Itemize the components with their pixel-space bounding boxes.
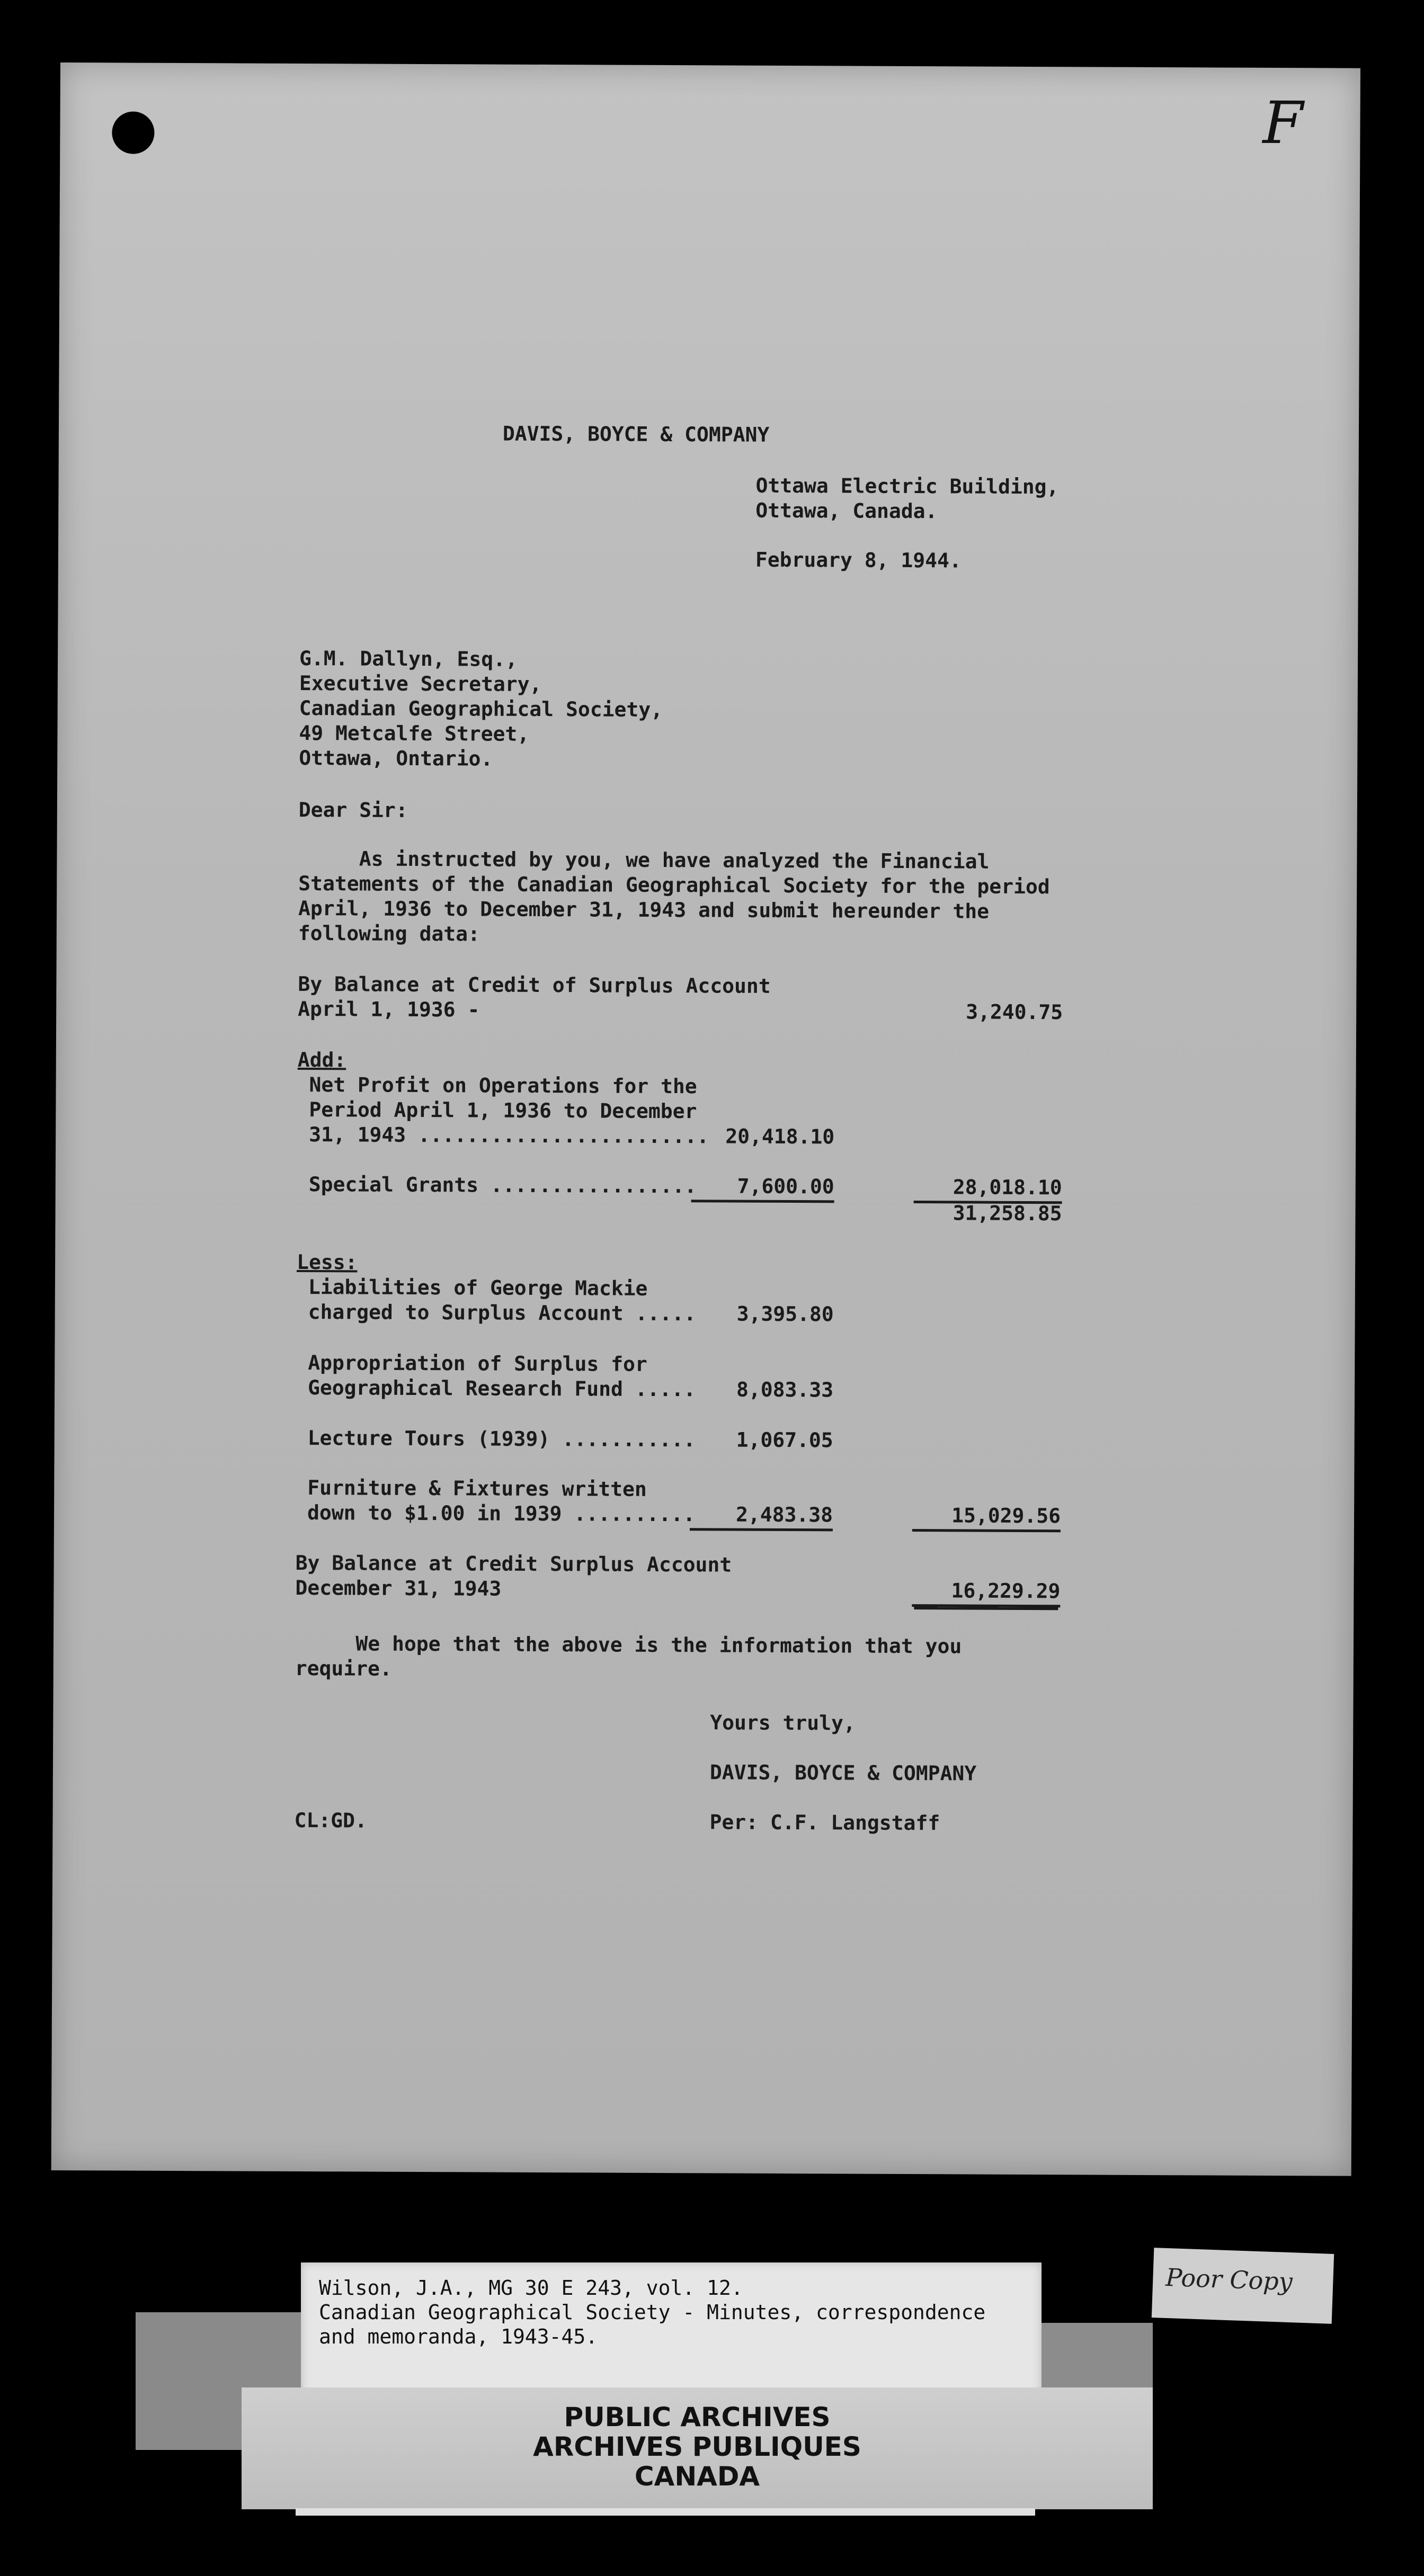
archive-slip-line: Wilson, J.A., MG 30 E 243, vol. 12. <box>319 2276 743 2300</box>
salutation: Dear Sir: <box>298 798 408 822</box>
less-item-line: down to $1.00 in 1939 .......... <box>307 1501 696 1526</box>
recipient-line: Executive Secretary, <box>299 671 542 696</box>
archive-slip-line: and memoranda, 1943-45. <box>319 2325 598 2348</box>
less-item-line: charged to Surplus Account ..... <box>308 1300 696 1326</box>
opening-balance-date: April 1, 1936 - <box>298 997 480 1022</box>
less-item-line: Furniture & Fixtures written <box>307 1476 647 1501</box>
letter-date: February 8, 1944. <box>755 548 962 573</box>
less-total-amount: 15,029.56 <box>912 1503 1061 1532</box>
punch-hole <box>112 111 154 154</box>
net-profit-amount: 20,418.10 <box>725 1124 835 1149</box>
less-item-line: Lecture Tours (1939) ........... <box>307 1426 696 1452</box>
net-profit-line: Period April 1, 1936 to December <box>309 1098 697 1123</box>
add-heading: Add: <box>297 1048 346 1072</box>
less-item-amount: 1,067.05 <box>736 1428 833 1452</box>
stamp-line: PUBLIC ARCHIVES <box>564 2402 831 2432</box>
recipient-line: 49 Metcalfe Street, <box>299 721 530 746</box>
recipient-line: G.M. Dallyn, Esq., <box>299 646 518 671</box>
less-item-amount: 8,083.33 <box>736 1378 834 1402</box>
stamp-line: ARCHIVES PUBLIQUES <box>533 2431 861 2462</box>
intro-line: April, 1936 to December 31, 1943 and submit hereunder the <box>298 896 990 923</box>
less-heading: Less: <box>297 1250 358 1274</box>
bottom-strip <box>296 2508 1035 2516</box>
intro-line: As instructed by you, we have analyzed the Financial <box>298 846 990 873</box>
signature-per: Per: C.F. Langstaff <box>709 1810 940 1835</box>
closing-text-line: We hope that the above is the information that you <box>295 1631 962 1658</box>
closing-balance-label: By Balance at Credit Surplus Account <box>295 1551 732 1577</box>
poor-copy-note <box>1152 2248 1334 2324</box>
intro-line: following data: <box>298 921 480 946</box>
closing-text-line: require. <box>295 1656 392 1680</box>
intro-line: Statements of the Canadian Geographical Society for the period <box>298 871 1050 899</box>
less-item-line: Geographical Research Fund ..... <box>307 1376 696 1401</box>
running-total-amount: 31,258.85 <box>953 1201 1062 1226</box>
net-profit-line: Net Profit on Operations for the <box>309 1073 697 1098</box>
special-grants-label: Special Grants ................. <box>308 1173 697 1198</box>
address-line-2: Ottawa, Canada. <box>755 498 938 523</box>
poor-copy-text: Poor Copy <box>1165 2262 1293 2296</box>
recipient-line: Ottawa, Ontario. <box>299 746 493 771</box>
letterhead: DAVIS, BOYCE & COMPANY <box>502 422 770 446</box>
special-grants-amount: 7,600.00 <box>691 1174 834 1203</box>
add-total-amount: 28,018.10 <box>914 1175 1062 1204</box>
address-line-1: Ottawa Electric Building, <box>755 473 1059 499</box>
archive-slip-line: Canadian Geographical Society - Minutes, correspondence <box>319 2301 986 2324</box>
less-item-amount: 2,483.38 <box>690 1502 833 1531</box>
reference-initials: CL:GD. <box>294 1808 367 1832</box>
closing-balance-date: December 31, 1943 <box>295 1576 502 1600</box>
less-item-amount: 3,395.80 <box>736 1302 834 1326</box>
less-item-line: Appropriation of Surplus for <box>308 1351 647 1376</box>
valediction: Yours truly, <box>710 1711 856 1735</box>
archives-stamp <box>242 2387 1153 2509</box>
stamp-line: CANADA <box>634 2461 760 2492</box>
letter-page <box>51 62 1360 2176</box>
signature-firm: DAVIS, BOYCE & COMPANY <box>709 1760 977 1785</box>
corner-mark: F <box>1262 88 1304 157</box>
opening-balance-amount: 3,240.75 <box>966 1000 1063 1024</box>
net-profit-line: 31, 1943 ........................ <box>309 1123 709 1148</box>
archive-slip <box>301 2262 1042 2400</box>
opening-balance-label: By Balance at Credit of Surplus Account <box>298 972 771 998</box>
closing-balance-amount: 16,229.29 <box>912 1578 1060 1607</box>
recipient-line: Canadian Geographical Society, <box>299 696 663 721</box>
less-item-line: Liabilities of George Mackie <box>308 1275 648 1300</box>
